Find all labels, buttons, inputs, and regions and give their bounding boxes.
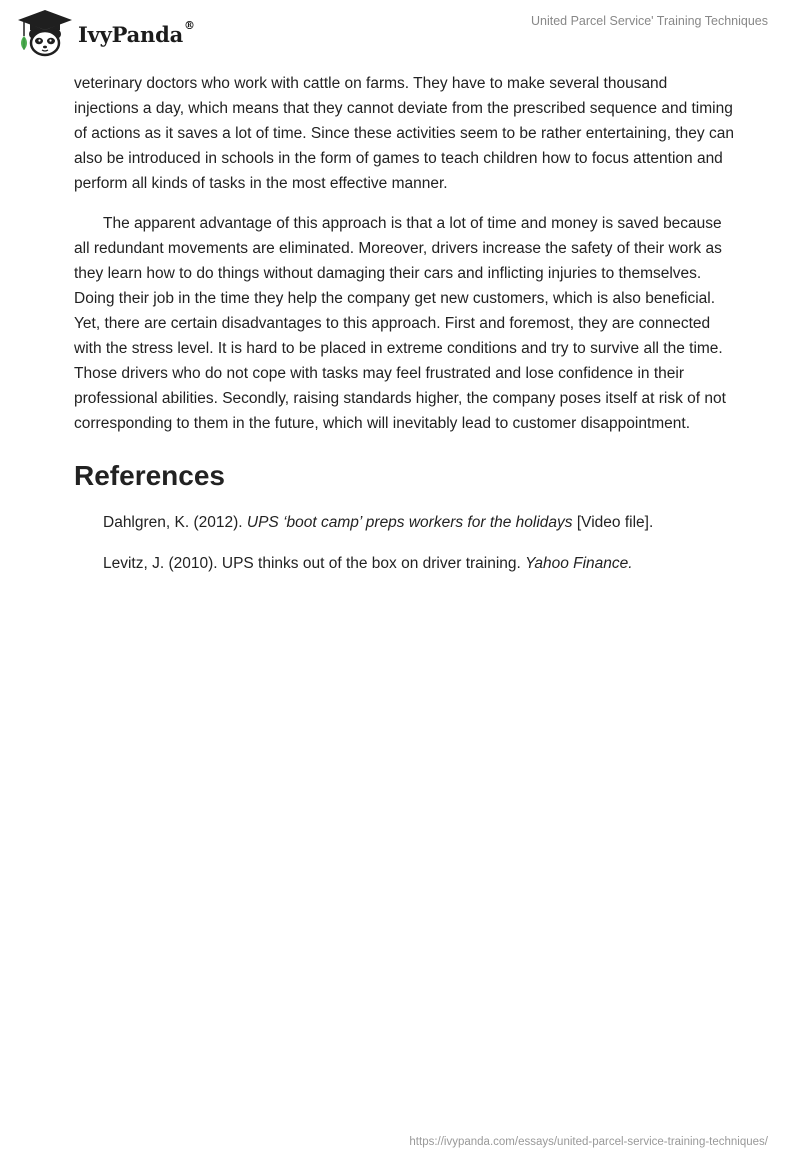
reference-rest: [Video file]. [572,514,654,531]
reference-item [103,551,734,576]
reference-author: Dahlgren, K. (2012). [103,514,247,531]
body-paragraph-2: The apparent advantage of this approach is that a lot of time and money is saved because all redundant movements are eliminated. Moreover, drivers increase the safety of their work as they learn how to do things without damaging their cars and inflicting injuries to themselves. Doing their job in the time they help the company get new customers, which is also beneficial. Yet, there are certain disadvantages to this approach. First and foremost, they are connected with the stress level. It is hard to be placed in extreme conditions and try to survive all the time. Those drivers who do not cope with tasks may feel frustrated and lose confidence in their professional abilities. Secondly, raising standards higher, the company poses itself at risk of not corresponding to them in the future, which will inevitably lead to customer disappointment. [74,215,726,432]
page-footer-url[interactable]: https://ivypanda.com/essays/united-parcel-service-training-techniques/ [409,1136,768,1148]
registered-mark: ® [184,18,195,32]
references-list [74,510,734,576]
logo-wordmark: IvyPanda® [78,18,195,47]
ivypanda-logo[interactable] [14,8,195,58]
reference-author: Levitz, J. (2010). UPS thinks out of the box on driver training. [103,555,526,572]
reference-item [103,510,734,535]
page-header [0,0,800,70]
document-body [74,71,734,576]
references-heading: References [74,460,225,491]
reference-title: UPS ‘boot camp’ preps workers for the holidays [246,514,573,531]
document-title: United Parcel Service' Training Techniques [530,14,768,28]
body-paragraph-1: veterinary doctors who work with cattle on farms. They have to make several thousand injections a day, which means that they cannot deviate from the prescribed sequence and timing of actions as it saves a lot of time. Since these activities seem to be rather entertaining, they can also be introduced in schools in the form of games to teach children how to focus attention and perform all kinds of tasks in the most effective manner. [74,75,734,192]
panda-graduation-cap-icon [14,8,76,58]
reference-title: Yahoo Finance. [525,555,633,572]
